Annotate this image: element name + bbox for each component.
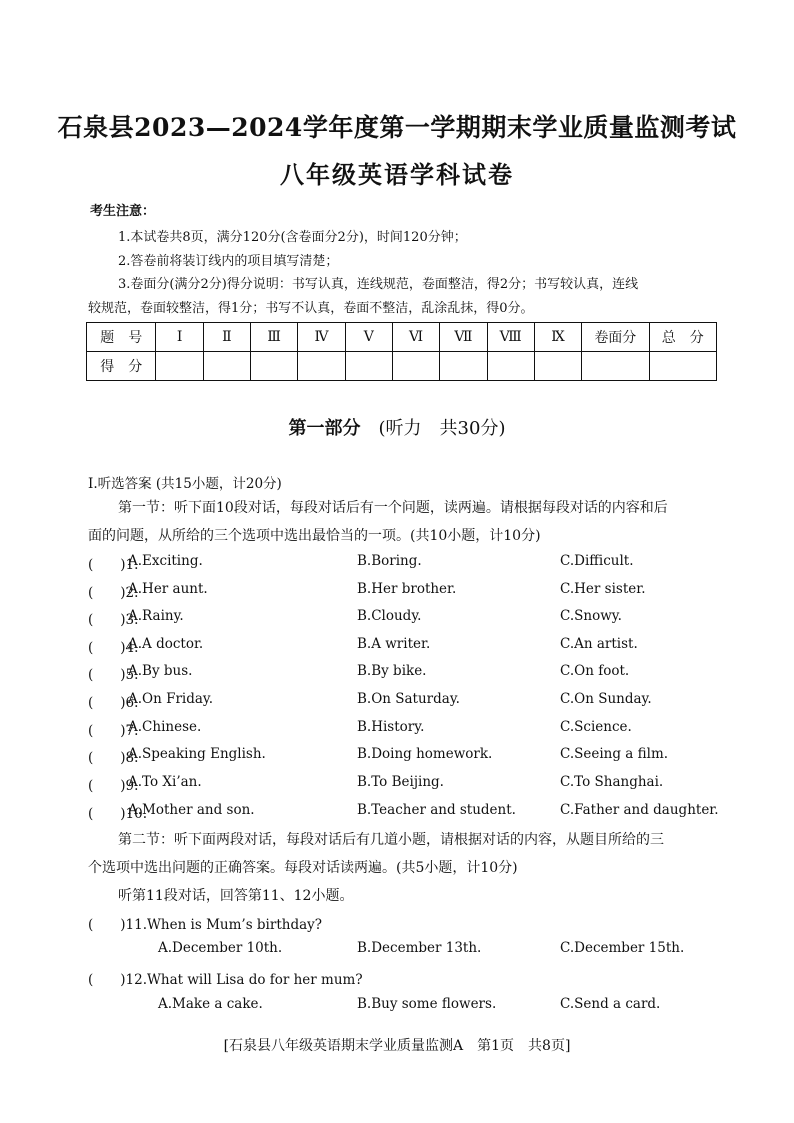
- score-header-cell: Ⅲ: [251, 323, 298, 352]
- score-cell[interactable]: [203, 352, 250, 381]
- option-c: C.Send a card.: [560, 996, 661, 1012]
- notice-line-1: 1.本试卷共8页，满分120分(含卷面分2分)，时间120分钟；: [118, 230, 467, 245]
- answer-bracket[interactable]: ( )5.: [88, 667, 139, 683]
- option-a: A.Speaking English.: [128, 746, 266, 762]
- option-b: B.By bike.: [357, 663, 427, 679]
- notice-heading: 考生注意：: [90, 204, 156, 219]
- score-header-cell: Ⅳ: [298, 323, 345, 352]
- score-cell[interactable]: [487, 352, 534, 381]
- option-b: B.Teacher and student.: [357, 802, 516, 818]
- part1-title: 第一部分: [288, 418, 361, 439]
- score-header-cell: 卷面分: [582, 323, 649, 352]
- score-row-label: 得 分: [87, 352, 156, 381]
- option-b: B.To Beijing.: [357, 774, 444, 790]
- option-a: A.On Friday.: [128, 691, 214, 707]
- option-a: A.A doctor.: [128, 636, 204, 652]
- option-b: B.History.: [357, 719, 425, 735]
- option-a: A.Chinese.: [128, 719, 202, 735]
- score-cell[interactable]: [534, 352, 581, 381]
- option-c: C.Snowy.: [560, 608, 622, 624]
- section1-intro-line1: 第一节：听下面10段对话，每段对话后有一个问题，读两遍。请根据每段对话的内容和后: [118, 500, 668, 516]
- question-row: [88, 968, 728, 988]
- section1-heading: Ⅰ.听选答案 (共15小题，计20分): [88, 476, 282, 492]
- question-row: [88, 553, 728, 573]
- question-row: [88, 719, 728, 739]
- dialog-11-instruction: 听第11段对话，回答第11、12小题。: [118, 888, 354, 904]
- option-c: C.An artist.: [560, 636, 638, 652]
- question-stem[interactable]: ( )11.When is Mum’s birthday?: [88, 917, 323, 933]
- option-b: B.Boring.: [357, 553, 422, 569]
- option-b: B.On Saturday.: [357, 691, 460, 707]
- option-b: B.Cloudy.: [357, 608, 422, 624]
- answer-bracket[interactable]: ( )6.: [88, 695, 139, 711]
- option-a: A.By bus.: [128, 663, 193, 679]
- score-cell[interactable]: [345, 352, 392, 381]
- score-header-cell: 题 号: [87, 323, 156, 352]
- option-a: A.Her aunt.: [128, 581, 208, 597]
- option-a: A.Exciting.: [128, 553, 203, 569]
- option-a: A.Make a cake.: [158, 996, 263, 1012]
- notice-line-3b: 较规范，卷面较整洁，得1分；书写不认真，卷面不整洁，乱涂乱抹，得0分。: [88, 301, 534, 316]
- option-b: B.Her brother.: [357, 581, 457, 597]
- option-c: C.Science.: [560, 719, 632, 735]
- answer-bracket[interactable]: ( )2.: [88, 585, 139, 601]
- notice-line-2: 2.答卷前将装订线内的项目填写清楚；: [118, 254, 339, 269]
- option-c: C.On foot.: [560, 663, 630, 679]
- score-header-cell: 总 分: [649, 323, 716, 352]
- question-row: [88, 581, 728, 601]
- question-row: [88, 774, 728, 794]
- option-c: C.Father and daughter.: [560, 802, 719, 818]
- question-row: [88, 746, 728, 766]
- score-cell[interactable]: [156, 352, 203, 381]
- score-cell[interactable]: [251, 352, 298, 381]
- question-row: [88, 636, 728, 656]
- option-c: C.On Sunday.: [560, 691, 652, 707]
- page-footer: [石泉县八年级英语期末学业质量监测A 第1页 共8页]: [223, 1038, 571, 1054]
- score-header-cell: Ⅷ: [487, 323, 534, 352]
- option-c: C.December 15th.: [560, 940, 685, 956]
- question-row: [88, 608, 728, 628]
- question-row: [88, 691, 728, 711]
- answer-bracket[interactable]: ( )8.: [88, 750, 139, 766]
- score-header-cell: Ⅰ: [156, 323, 203, 352]
- score-header-cell: Ⅴ: [345, 323, 392, 352]
- score-table-header-row: [87, 323, 717, 352]
- answer-bracket[interactable]: ( )10.: [88, 806, 148, 822]
- score-cell[interactable]: [649, 352, 716, 381]
- option-a: A.Mother and son.: [128, 802, 255, 818]
- section1-intro-line2: 面的问题，从所给的三个选项中选出最恰当的一项。(共10小题，计10分): [88, 528, 541, 544]
- exam-title: 石泉县2023—2024学年度第一学期期末学业质量监测考试: [57, 113, 737, 142]
- options-row: [88, 940, 728, 960]
- question-row: [88, 663, 728, 683]
- answer-bracket[interactable]: ( )1.: [88, 557, 139, 573]
- option-c: C.Difficult.: [560, 553, 634, 569]
- option-c: C.Seeing a film.: [560, 746, 669, 762]
- answer-bracket[interactable]: ( )7.: [88, 723, 139, 739]
- score-header-cell: Ⅱ: [203, 323, 250, 352]
- option-a: A.December 10th.: [158, 940, 283, 956]
- options-row: [88, 996, 728, 1016]
- score-header-cell: Ⅵ: [392, 323, 439, 352]
- answer-bracket[interactable]: ( )4.: [88, 640, 139, 656]
- score-table: [86, 322, 717, 381]
- option-c: C.Her sister.: [560, 581, 646, 597]
- option-b: B.A writer.: [357, 636, 431, 652]
- option-b: B.Doing homework.: [357, 746, 493, 762]
- question-row: [88, 913, 728, 933]
- exam-subtitle: 八年级英语学科试卷: [280, 160, 514, 189]
- score-cell[interactable]: [440, 352, 487, 381]
- score-header-cell: Ⅸ: [534, 323, 581, 352]
- option-c: C.To Shanghai.: [560, 774, 664, 790]
- option-a: A.Rainy.: [128, 608, 184, 624]
- option-b: B.Buy some flowers.: [357, 996, 497, 1012]
- section2-intro-line2: 个选项中选出问题的正确答案。每段对话读两遍。(共5小题，计10分): [88, 860, 518, 876]
- score-cell[interactable]: [392, 352, 439, 381]
- notice-line-3a: 3.卷面分(满分2分)得分说明：书写认真，连线规范，卷面整洁，得2分；书写较认真，连线: [118, 277, 639, 292]
- question-row: [88, 802, 728, 822]
- option-b: B.December 13th.: [357, 940, 482, 956]
- option-a: A.To Xi’an.: [128, 774, 202, 790]
- score-cell[interactable]: [298, 352, 345, 381]
- score-table-score-row: [87, 352, 717, 381]
- section2-intro-line1: 第二节：听下面两段对话，每段对话后有几道小题，请根据对话的内容，从题目所给的三: [118, 832, 664, 848]
- part1-subtitle: (听力 共30分): [378, 418, 506, 439]
- score-cell[interactable]: [582, 352, 649, 381]
- question-stem[interactable]: ( )12.What will Lisa do for her mum?: [88, 972, 363, 988]
- part1-heading: [0, 414, 794, 440]
- answer-bracket[interactable]: ( )9.: [88, 778, 139, 794]
- answer-bracket[interactable]: ( )3.: [88, 612, 139, 628]
- score-header-cell: Ⅶ: [440, 323, 487, 352]
